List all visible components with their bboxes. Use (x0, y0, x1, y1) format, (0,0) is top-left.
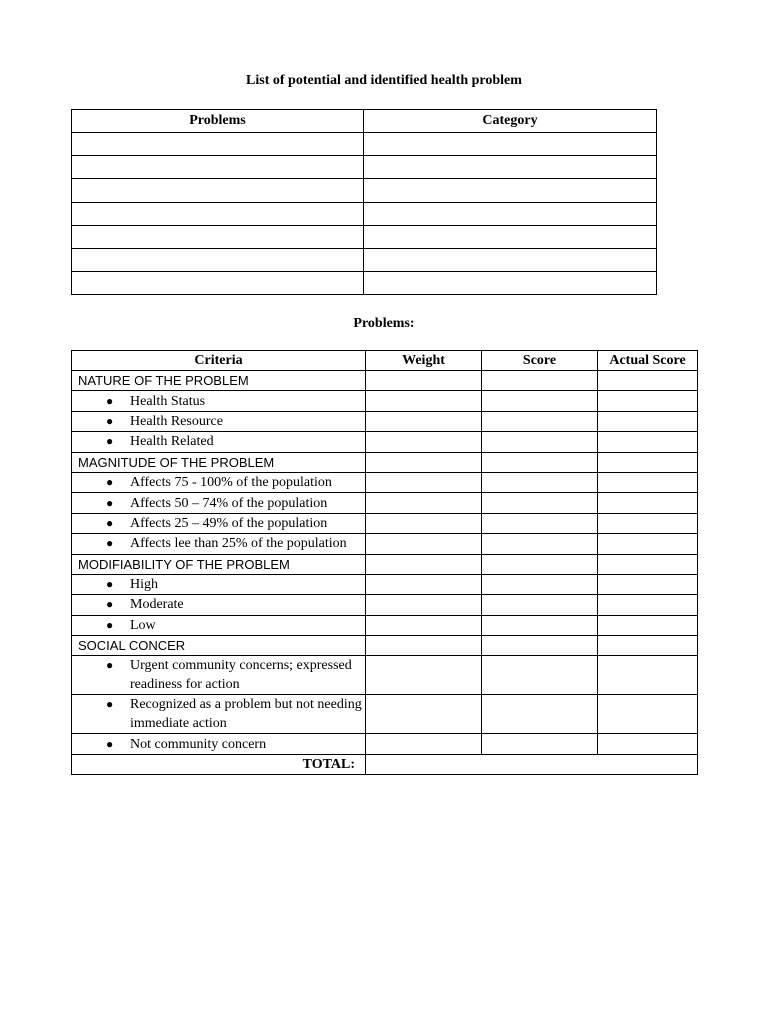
criteria-section-row (72, 452, 698, 472)
category-cell[interactable] (364, 272, 657, 295)
score-cell[interactable] (482, 695, 598, 734)
bullet-icon: ● (106, 475, 114, 490)
score-cell[interactable] (482, 493, 598, 513)
score-cell[interactable] (482, 391, 598, 411)
score-cell[interactable] (482, 432, 598, 452)
criteria-item-row (72, 391, 698, 411)
problems-table-row (72, 179, 657, 202)
criteria-item-cell (72, 472, 366, 492)
criteria-item-cell (72, 734, 366, 754)
criteria-item-cell (72, 695, 366, 734)
weight-cell[interactable] (366, 472, 482, 492)
actual-score-cell[interactable] (598, 472, 698, 492)
criteria-item-row (72, 513, 698, 533)
actual-score-cell[interactable] (598, 534, 698, 554)
actual-score-cell[interactable] (598, 371, 698, 391)
actual-score-cell[interactable] (598, 656, 698, 695)
score-cell[interactable] (482, 371, 598, 391)
weight-cell[interactable] (366, 371, 482, 391)
criteria-item-label: Not community concern (130, 736, 267, 752)
actual-score-cell[interactable] (598, 554, 698, 574)
problems-table-row (72, 202, 657, 225)
score-cell[interactable] (482, 636, 598, 656)
problems-table-row (72, 156, 657, 179)
bullet-icon: ● (106, 393, 114, 408)
weight-cell[interactable] (366, 695, 482, 734)
criteria-item-cell (72, 534, 366, 554)
criteria-item-row (72, 411, 698, 431)
actual-score-cell[interactable] (598, 695, 698, 734)
weight-cell[interactable] (366, 636, 482, 656)
criteria-item-row (72, 695, 698, 734)
criteria-item-cell (72, 615, 366, 635)
actual-score-cell[interactable] (598, 636, 698, 656)
actual-score-cell[interactable] (598, 595, 698, 615)
criteria-item-label: Moderate (130, 597, 184, 613)
criteria-item-label: Health Related (130, 434, 214, 450)
score-cell[interactable] (482, 554, 598, 574)
criteria-item-cell (72, 493, 366, 513)
criteria-item-cell (72, 411, 366, 431)
criteria-section-label: MAGNITUDE OF THE PROBLEM (72, 452, 366, 472)
problems-table-row (72, 225, 657, 248)
bullet-icon: ● (106, 495, 114, 510)
bullet-icon: ● (106, 617, 114, 632)
criteria-item-row (72, 615, 698, 635)
problems-table-header (72, 110, 657, 133)
score-cell[interactable] (482, 513, 598, 533)
score-header: Score (482, 351, 598, 371)
criteria-item-label: Low (130, 617, 156, 633)
weight-cell[interactable] (366, 656, 482, 695)
category-cell[interactable] (364, 179, 657, 202)
criteria-section-label: MODIFIABILITY OF THE PROBLEM (72, 554, 366, 574)
problem-cell[interactable] (72, 179, 364, 202)
score-cell[interactable] (482, 615, 598, 635)
actual-score-cell[interactable] (598, 493, 698, 513)
criteria-item-label: Health Resource (130, 413, 223, 429)
actual-score-cell[interactable] (598, 734, 698, 754)
actual-score-cell[interactable] (598, 411, 698, 431)
criteria-item-cell (72, 595, 366, 615)
document-title: List of potential and identified health problem (246, 73, 522, 88)
criteria-item-cell (72, 391, 366, 411)
weight-cell[interactable] (366, 615, 482, 635)
actual-score-cell[interactable] (598, 391, 698, 411)
criteria-item-label: Health Status (130, 393, 206, 409)
actual-score-cell[interactable] (598, 574, 698, 594)
problems-table-row (72, 272, 657, 295)
problems-table (71, 109, 657, 295)
problem-cell[interactable] (72, 156, 364, 179)
problem-cell[interactable] (72, 272, 364, 295)
problems-table-row (72, 248, 657, 271)
score-cell[interactable] (482, 472, 598, 492)
total-label: TOTAL: (72, 754, 366, 774)
bullet-icon: ● (106, 597, 114, 612)
score-cell[interactable] (482, 734, 598, 754)
criteria-item-row (72, 734, 698, 754)
criteria-item-label: Affects 75 - 100% of the population (130, 475, 332, 491)
actual-score-cell[interactable] (598, 513, 698, 533)
actual-score-cell[interactable] (598, 615, 698, 635)
weight-cell[interactable] (366, 595, 482, 615)
weight-cell[interactable] (366, 554, 482, 574)
weight-cell[interactable] (366, 534, 482, 554)
criteria-item-row (72, 493, 698, 513)
criteria-item-label: High (130, 577, 158, 593)
actual-score-cell[interactable] (598, 452, 698, 472)
weight-cell[interactable] (366, 734, 482, 754)
bullet-icon: ● (106, 577, 114, 592)
problem-cell[interactable] (72, 202, 364, 225)
criteria-item-row (72, 656, 698, 695)
score-cell[interactable] (482, 595, 598, 615)
weight-header: Weight (366, 351, 482, 371)
score-cell[interactable] (482, 534, 598, 554)
criteria-section-label: SOCIAL CONCER (72, 636, 366, 656)
criteria-item-cell (72, 656, 366, 695)
bullet-icon: ● (106, 536, 114, 551)
total-value-cell[interactable] (366, 754, 698, 774)
weight-cell[interactable] (366, 411, 482, 431)
criteria-section-row (72, 636, 698, 656)
problem-cell[interactable] (72, 248, 364, 271)
score-cell[interactable] (482, 452, 598, 472)
score-cell[interactable] (482, 411, 598, 431)
criteria-item-row (72, 432, 698, 452)
bullet-icon: ● (106, 413, 114, 428)
criteria-item-cell (72, 432, 366, 452)
category-cell[interactable] (364, 225, 657, 248)
bullet-icon: ● (106, 515, 114, 530)
criteria-section-label: NATURE OF THE PROBLEM (72, 371, 366, 391)
bullet-icon: ● (106, 736, 114, 751)
criteria-item-cell (72, 513, 366, 533)
bullet-icon: ● (106, 658, 114, 673)
problems-header: Problems (72, 110, 364, 133)
weight-cell[interactable] (366, 432, 482, 452)
criteria-item-cell (72, 574, 366, 594)
criteria-item-label: Urgent community concerns; expressed readiness for action (130, 658, 352, 693)
weight-cell[interactable] (366, 391, 482, 411)
criteria-item-label: Affects 25 – 49% of the population (130, 515, 328, 531)
category-header: Category (364, 110, 657, 133)
criteria-item-label: Affects 50 – 74% of the population (130, 495, 328, 511)
category-cell[interactable] (364, 202, 657, 225)
weight-cell[interactable] (366, 493, 482, 513)
criteria-section-row (72, 554, 698, 574)
problems-table-row (72, 133, 657, 156)
weight-cell[interactable] (366, 574, 482, 594)
problem-cell[interactable] (72, 225, 364, 248)
section-title: Problems: (353, 316, 415, 331)
bullet-icon: ● (106, 697, 114, 712)
criteria-item-row (72, 595, 698, 615)
actual-score-header: Actual Score (598, 351, 698, 371)
criteria-section-row (72, 371, 698, 391)
criteria-item-row (72, 472, 698, 492)
criteria-table (71, 350, 698, 775)
problem-cell[interactable] (72, 133, 364, 156)
score-cell[interactable] (482, 656, 598, 695)
criteria-item-row (72, 534, 698, 554)
criteria-item-row (72, 574, 698, 594)
criteria-table-header (72, 351, 698, 371)
category-cell[interactable] (364, 248, 657, 271)
criteria-header: Criteria (72, 351, 366, 371)
criteria-item-label: Affects lee than 25% of the population (130, 536, 347, 552)
criteria-item-label: Recognized as a problem but not needing immediate action (130, 697, 362, 732)
bullet-icon: ● (106, 434, 114, 449)
total-row (72, 754, 698, 774)
weight-cell[interactable] (366, 513, 482, 533)
weight-cell[interactable] (366, 452, 482, 472)
score-cell[interactable] (482, 574, 598, 594)
category-cell[interactable] (364, 133, 657, 156)
category-cell[interactable] (364, 156, 657, 179)
actual-score-cell[interactable] (598, 432, 698, 452)
